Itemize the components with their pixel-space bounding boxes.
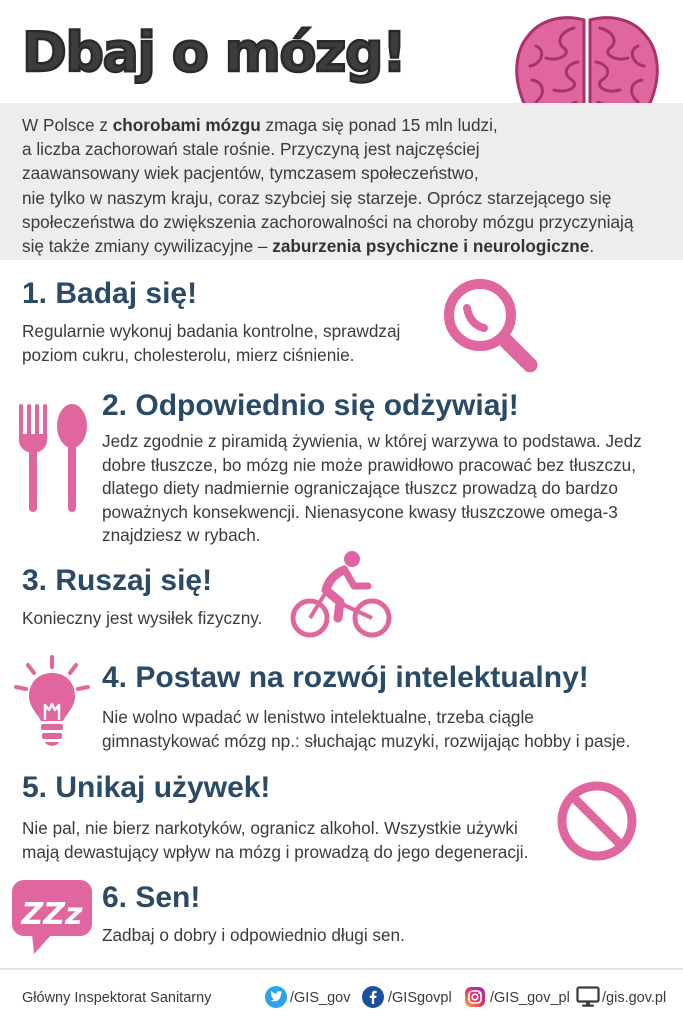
- cyclist-icon: [290, 550, 394, 640]
- lightbulb-icon: [12, 655, 92, 749]
- section-2-title: 2. Odpowiednio się odżywiaj!: [102, 389, 519, 422]
- twitter-link[interactable]: /GIS_gov: [290, 990, 351, 1006]
- facebook-icon[interactable]: [362, 986, 384, 1008]
- sleep-zzz-icon: [12, 880, 94, 956]
- website-link[interactable]: /gis.gov.pl: [602, 990, 667, 1006]
- section-6-text: Zadbaj o dobry i odpowiednio długi sen.: [102, 925, 405, 945]
- section-1-text: Regularnie wykonuj badania kontrolne, sprawdzaj poziom cukru, cholesterolu, mierz ciśnienie.: [22, 321, 401, 365]
- section-4-text: Nie wolno wpadać w lenistwo intelektualne, trzeba ciągle gimnastykować mózg np.: słuchając muzyki, rozwijając hobby i pasje.: [102, 707, 631, 751]
- section-3-title: 3. Ruszaj się!: [22, 564, 213, 597]
- section-3-text: Konieczny jest wysiłek fizyczny.: [22, 608, 263, 628]
- instagram-link[interactable]: /GIS_gov_pl: [490, 990, 570, 1006]
- instagram-icon[interactable]: [464, 986, 486, 1008]
- twitter-icon[interactable]: [265, 986, 287, 1008]
- magnifier-icon: [440, 276, 540, 374]
- fork-spoon-icon: [18, 404, 90, 514]
- section-6-title: 6. Sen!: [102, 881, 201, 914]
- footer-divider: [0, 968, 683, 970]
- section-2-text: Jedz zgodnie z piramidą żywienia, w której warzywa to podstawa. Jedz dobre tłuszcze, bo mózg nie może prawidłowo pracować bez tłuszczu, dlatego diety nadmiernie ograniczające tłuszcz prowadzą do bardzo poważnych konsekwencji. Nienasycone kwasy tłuszczowe omega-3 znajdziesz w rybach.: [102, 431, 642, 546]
- page-title: Dbaj o mózg!: [22, 21, 406, 84]
- section-5-text: Nie pal, nie bierz narkotyków, ogranicz alkohol. Wszystkie używki mają dewastujący wpływ na mózg i prowadzą do jego degeneracji.: [22, 818, 529, 862]
- sleep-zzz-text: ZZz: [21, 897, 83, 932]
- facebook-link[interactable]: /GISgovpl: [388, 990, 452, 1006]
- intro-text: W Polsce z chorobami mózgu zmaga się ponad 15 mln ludzi, a liczba zachorowań stale rośnie. Przyczyną jest najczęściej zaawansowany wiek pacjentów, tymczasem społeczeństwo, nie tylko w naszym kraju, coraz szybciej się starzeje. Oprócz starzejącego się społeczeństwa do zwiększenia zachorowalności na choroby mózgu przyczyniają się także zmiany cywilizacyjne – zaburzenia psychiczne i neurologiczne.: [22, 115, 634, 257]
- footer-org: Główny Inspektorat Sanitarny: [22, 990, 212, 1006]
- prohibited-icon: [556, 780, 638, 862]
- section-4-title: 4. Postaw na rozwój intelektualny!: [102, 661, 589, 694]
- section-1-title: 1. Badaj się!: [22, 277, 198, 310]
- section-5-title: 5. Unikaj używek!: [22, 771, 271, 804]
- computer-monitor-icon[interactable]: [576, 986, 600, 1008]
